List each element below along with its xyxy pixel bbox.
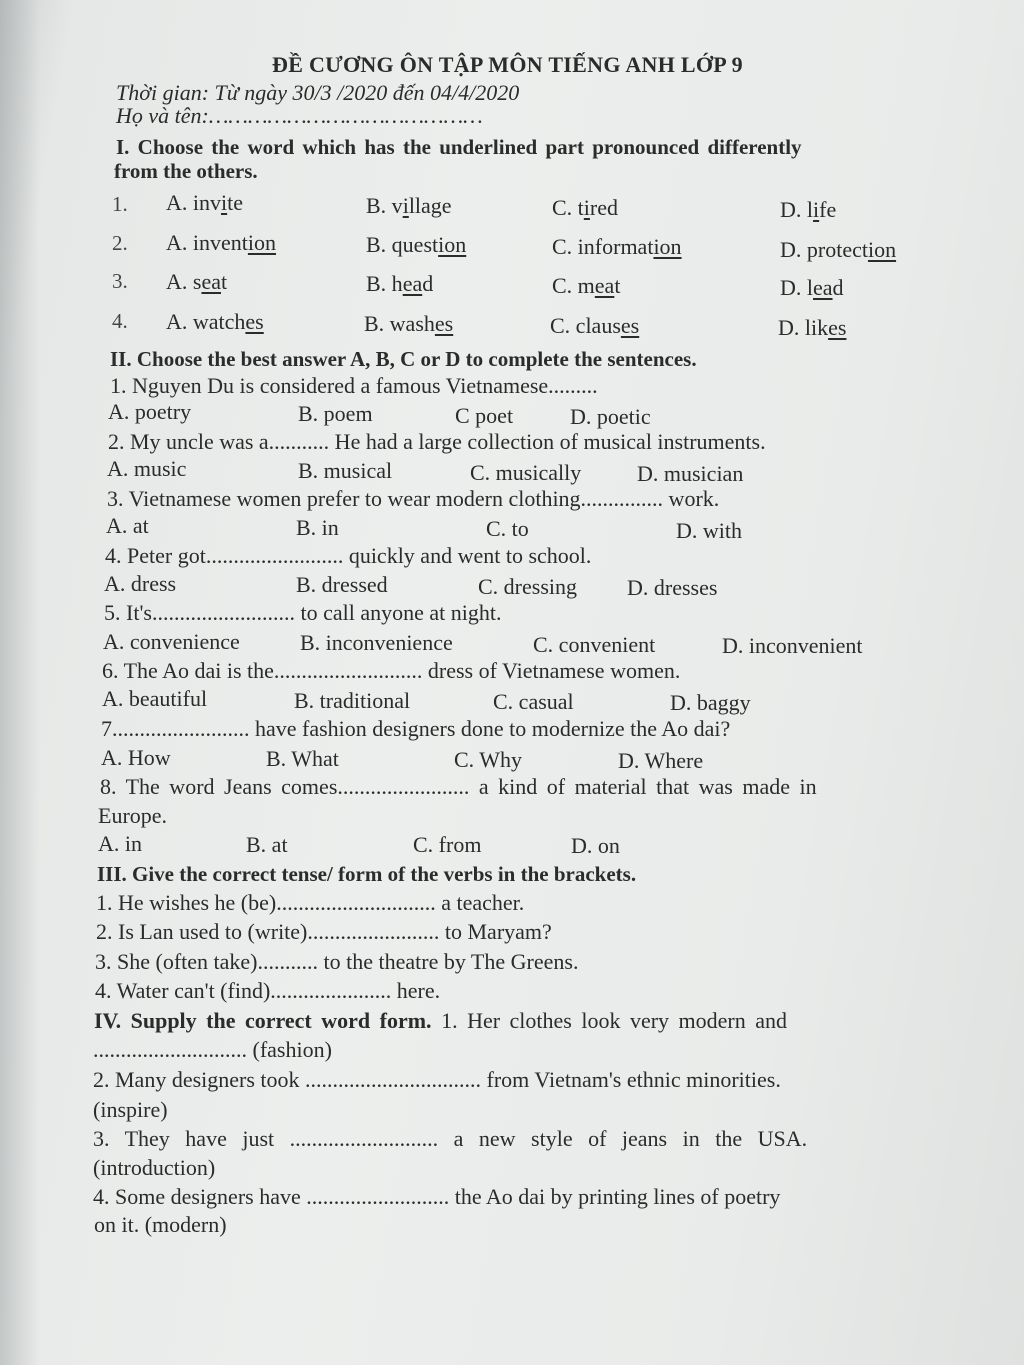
s2-q4-option-c: C. dressing [478, 574, 577, 599]
s2-q5-option-c: C. convenient [533, 632, 656, 657]
s2-q1-text: 1. Nguyen Du is considered a famous Vietnamese......... [110, 373, 598, 398]
s2-q1-option-c: C poet [455, 403, 514, 428]
s4-item-1-blank: ............................ (fashion) [93, 1037, 332, 1062]
s2-q4-option-b: B. dressed [296, 572, 388, 597]
s2-q7-option-a: A. How [101, 745, 171, 770]
section-4-heading: IV. Supply the correct word form. [94, 1008, 432, 1033]
s2-q6-text: 6. The Ao dai is the........................... dress of Vietnamese women. [102, 658, 681, 683]
s2-q3-option-b: B. in [296, 515, 339, 540]
s4-item-4-hint: on it. (modern) [94, 1212, 227, 1237]
s1-q2-option-a: A. invention [166, 230, 277, 255]
s3-item-3: 3. She (often take)........... to the theatre by The Greens. [95, 949, 579, 974]
s2-q7-option-c: C. Why [454, 747, 523, 772]
s1-q2-number: 2. [112, 231, 128, 255]
s2-q8-text-cont: Europe. [98, 803, 168, 828]
s1-q2-option-b: B. question [366, 232, 467, 257]
s1-q4-option-a: A. watches [166, 309, 264, 334]
s2-q2-option-b: B. musical [298, 458, 393, 483]
section-1-heading: I. Choose the word which has the underlined part pronounced differently [116, 135, 802, 159]
section-2-heading: II. Choose the best answer A, B, C or D to complete the sentences. [110, 347, 697, 371]
s2-q8-text: 8. The word Jeans comes........................ a kind of material that was made in [100, 774, 817, 799]
s2-q2-option-a: A. music [107, 456, 187, 481]
s4-item-3-hint: (introduction) [93, 1155, 216, 1180]
name-field: Họ và tên:…………………………………… [116, 103, 483, 128]
s2-q1-option-a: A. poetry [108, 399, 192, 424]
s2-q7-text: 7......................... have fashion designers done to modernize the Ao dai? [101, 716, 731, 741]
s1-q4-option-d: D. likes [778, 315, 847, 340]
s2-q8-option-d: D. on [571, 833, 620, 858]
s2-q3-text: 3. Vietnamese women prefer to wear modern clothing............... work. [107, 486, 720, 511]
s3-item-4: 4. Water can't (find)...................... here. [95, 978, 441, 1003]
s2-q6-option-c: C. casual [493, 689, 574, 714]
s1-q4-option-b: B. washes [364, 311, 454, 336]
s1-q1-option-c: C. tired [552, 195, 619, 220]
s4-item-2-hint: (inspire) [93, 1097, 168, 1122]
s2-q1-option-b: B. poem [298, 401, 373, 426]
s2-q3-option-d: D. with [676, 518, 742, 543]
s2-q8-option-b: B. at [246, 832, 288, 857]
s1-q1-option-b: B. village [366, 193, 452, 218]
s2-q5-option-b: B. inconvenience [300, 630, 453, 655]
s2-q8-option-c: C. from [413, 832, 482, 857]
s2-q3-option-c: C. to [486, 516, 529, 541]
worksheet-title: ĐỀ CƯƠNG ÔN TẬP MÔN TIẾNG ANH LỚP 9 [272, 52, 743, 77]
s3-item-1: 1. He wishes he (be)............................. a teacher. [96, 890, 525, 915]
s1-q2-option-d: D. protection [780, 237, 897, 262]
s2-q5-text: 5. It's.......................... to call anyone at night. [104, 600, 502, 625]
s2-q4-option-d: D. dresses [627, 575, 718, 600]
s1-q3-number: 3. [112, 269, 128, 293]
s1-q3-option-a: A. seat [166, 269, 228, 294]
s4-item-4-text: 4. Some designers have .......................... the Ao dai by printing lines of poetry [93, 1184, 781, 1209]
s4-item-1-text: 1. Her clothes look very modern and [441, 1008, 788, 1033]
s2-q5-option-d: D. inconvenient [722, 633, 863, 658]
s1-q3-option-c: C. meat [552, 273, 621, 298]
s2-q1-option-d: D. poetic [570, 404, 651, 429]
s3-item-2: 2. Is Lan used to (write)........................ to Maryam? [96, 919, 552, 944]
section-4-line-1 [94, 1008, 787, 1034]
s2-q8-option-a: A. in [98, 831, 142, 856]
s2-q6-option-d: D. baggy [670, 690, 751, 715]
time-range: Thời gian: Từ ngày 30/3 /2020 đến 04/4/2020 [116, 80, 520, 105]
s1-q3-option-d: D. lead [780, 275, 844, 300]
s2-q2-option-d: D. musician [637, 461, 744, 486]
s1-q2-option-c: C. information [552, 234, 682, 259]
s4-item-2-text: 2. Many designers took ................................ from Vietnam's ethnic minorities. [93, 1067, 781, 1092]
s2-q7-option-d: D. Where [618, 748, 704, 773]
s4-item-3-text: 3. They have just ........................... a new style of jeans in the USA. [93, 1126, 808, 1151]
s2-q4-text: 4. Peter got......................... quickly and went to school. [105, 543, 592, 568]
s2-q3-option-a: A. at [106, 513, 149, 538]
s2-q6-option-a: A. beautiful [102, 686, 208, 711]
s1-q3-option-b: B. head [366, 271, 434, 296]
section-3-heading: III. Give the correct tense/ form of the verbs in the brackets. [97, 862, 637, 886]
s1-q4-number: 4. [112, 309, 128, 333]
s2-q7-option-b: B. What [266, 746, 339, 771]
s1-q4-option-c: C. clauses [550, 313, 640, 338]
s2-q6-option-b: B. traditional [294, 688, 411, 713]
s2-q2-text: 2. My uncle was a........... He had a large collection of musical instruments. [108, 429, 766, 454]
s1-q1-option-d: D. life [780, 197, 837, 222]
section-1-heading-cont: from the others. [114, 159, 258, 183]
s2-q2-option-c: C. musically [470, 460, 582, 485]
s1-q1-option-a: A. invite [166, 190, 244, 215]
s1-q1-number: 1. [112, 192, 128, 216]
page-edge-shadow [0, 0, 40, 1365]
s2-q5-option-a: A. convenience [103, 629, 240, 654]
s2-q4-option-a: A. dress [104, 571, 177, 596]
